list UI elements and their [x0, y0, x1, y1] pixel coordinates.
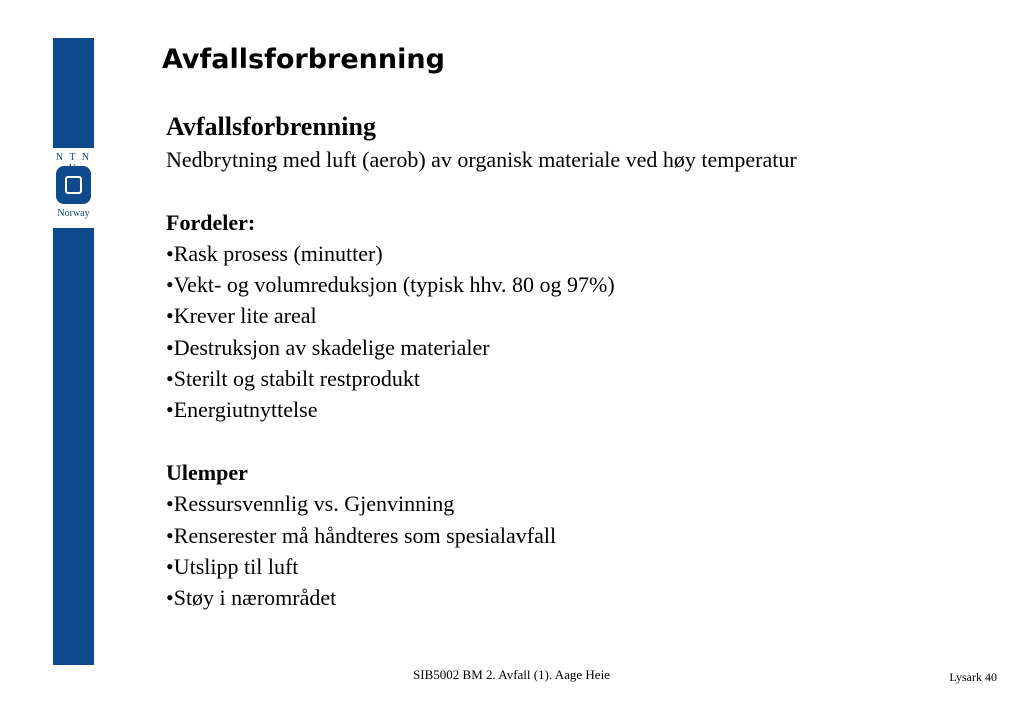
- content-heading: Avfallsforbrenning: [166, 112, 376, 141]
- disadvantage-item: •Renserester må håndteres som spesialavfall: [166, 522, 557, 548]
- logo-country: Norway: [57, 208, 90, 219]
- slide-title: Avfallsforbrenning: [162, 44, 445, 75]
- footer-page-number: Lysark 40: [949, 670, 997, 684]
- disadvantage-item: •Ressursvennlig vs. Gjenvinning: [166, 491, 455, 517]
- disadvantage-item: •Utslipp til luft: [166, 553, 299, 579]
- spacer: [166, 175, 966, 206]
- advantage-item: •Energiutnyttelse: [166, 397, 318, 423]
- disadvantages-heading: Ulemper: [166, 459, 248, 485]
- advantage-item: •Vekt- og volumreduksjon (typisk hhv. 80 og 97%): [166, 272, 615, 298]
- advantage-item: •Rask prosess (minutter): [166, 240, 383, 266]
- footer-course: SIB5002 BM 2. Avfall (1). Aage Heie: [413, 667, 610, 682]
- disadvantage-item: •Støy i nærområdet: [166, 585, 337, 611]
- ntnu-logo: [53, 148, 94, 228]
- spacer: [166, 426, 966, 457]
- logo-emblem-inner: [65, 176, 82, 194]
- advantage-item: •Sterilt og stabilt restprodukt: [166, 366, 420, 392]
- logo-letters: N T N: [55, 152, 92, 163]
- advantage-item: •Destruksjon av skadelige materialer: [166, 334, 490, 360]
- sidebar-bar: [53, 38, 94, 665]
- definition-text: Nedbrytning med luft (aerob) av organisk materiale ved høy temperatur: [166, 147, 797, 172]
- logo-emblem-icon: [56, 166, 91, 204]
- advantages-heading: Fordeler:: [166, 209, 256, 235]
- slide-content: [166, 110, 966, 613]
- advantage-item: •Krever lite areal: [166, 303, 317, 329]
